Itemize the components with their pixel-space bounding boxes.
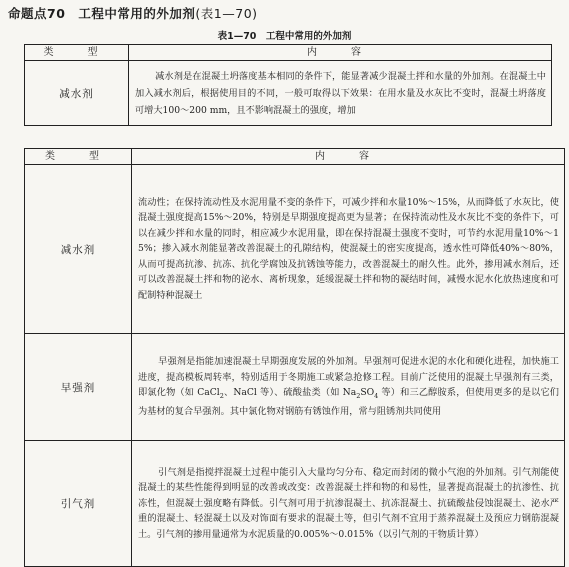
header-type: 类 型: [25, 149, 132, 165]
table-row: [25, 61, 552, 126]
table-header-row: [25, 149, 565, 165]
row-content: 减水剂是在混凝土坍落度基本相同的条件下，能显著减少混凝土拌和水量的外加剂。在混凝土中加入减水剂后，根据使用目的不同，一般可取得以下效果：在用水量及水灰比不变时，混凝土坍落度可增大100～200 mm，且不影响混凝土的强度，增加: [129, 61, 552, 126]
additives-table: [24, 148, 565, 567]
additives-table-top: [24, 44, 552, 126]
section-heading: [8, 4, 258, 22]
row-type: 减水剂: [25, 61, 129, 126]
table-row: [25, 441, 565, 567]
table-row: [25, 165, 565, 334]
header-type: 类 型: [25, 45, 129, 61]
heading-title: 命题点70 工程中常用的外加剂: [8, 6, 196, 21]
heading-table-ref: (表1—70): [195, 6, 258, 21]
row-content: 引气剂是指搅拌混凝土过程中能引入大量均匀分布、稳定而封闭的微小气泡的外加剂。引气剂能使混凝土的某些性能得到明显的改善或改变：改善混凝土拌和物的和易性，显著提高混凝土的抗渗性、抗冻性，但混凝土强度略有降低。引气剂可用于抗渗混凝土、抗冻混凝土、抗硫酸盐侵蚀混凝土、泌水严重的混凝土、轻混凝土以及对饰面有要求的混凝土等，但引气剂不宜用于蒸养混凝土及预应力钢筋混凝土。引气剂的掺用量通常为水泥质量的0.005%～0.015%（以引气剂的干物质计算）: [132, 441, 565, 567]
header-content: 内 容: [129, 45, 552, 61]
row-type: 减水剂: [25, 165, 132, 334]
row-type: 早强剂: [25, 334, 132, 441]
row-content: 早强剂是指能加速混凝土早期强度发展的外加剂。早强剂可促进水泥的水化和硬化进程，加快施工进度，提高模板周转率，特别适用于冬期施工或紧急抢修工程。目前广泛使用的混凝土早强剂有三类，即氯化物（如 CaCl$_2$、NaCl 等）、硫酸盐类（如 $Na_2SO_4$ 等）和三乙醇胺系，但使用更多的是以它们为基材的复合早强剂。其中氯化物对钢筋有锈蚀作用，常与阻锈剂共同使用: [132, 334, 565, 441]
table-row: [25, 334, 565, 441]
table-caption: 表1—70 工程中常用的外加剂: [217, 31, 352, 42]
header-content: 内 容: [132, 149, 565, 165]
row-type: 引气剂: [25, 441, 132, 567]
row-content: 流动性；在保持流动性及水泥用量不变的条件下，可减少拌和水量10%～15%，从而降低了水灰比，使混凝土强度提高15%～20%，特别是早期强度提高更为显著；在保持流动性及水灰比不变的条件下，可以在减少拌和水量的同时，相应减少水泥用量，即在保持混凝土强度不变时，可节约水泥用量10%～15%；掺入减水剂能显著改善混凝土的孔隙结构，使混凝土的密实度提高，透水性可降低40%～80%，从而可提高抗渗、抗冻、抗化学腐蚀及抗锈蚀等能力，改善混凝土的耐久性。此外，掺用减水剂后，还可以改善混凝土拌和物的泌水、离析现象，延缓混凝土拌和物的凝结时间，减慢水泥水化放热速度和可配制特种混凝土: [132, 165, 565, 334]
table-header-row: [25, 45, 552, 61]
